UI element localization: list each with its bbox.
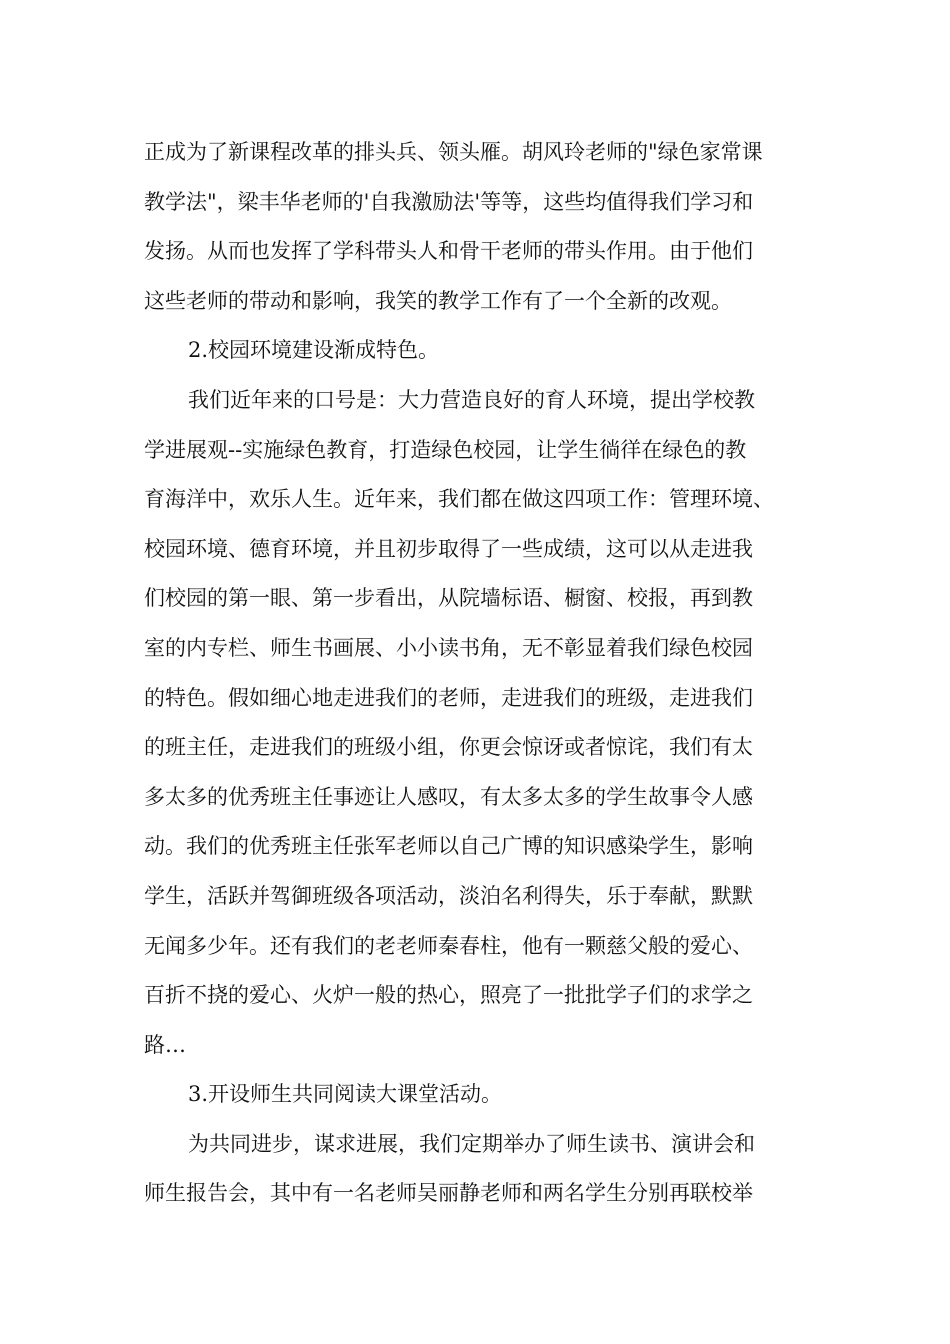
- text-line: 这些老师的带动和影响，我笑的教学工作有了一个全新的改观。: [144, 288, 732, 313]
- text-line: 们校园的第一眼、第一步看出，从院墙标语、橱窗、校报，再到教: [144, 586, 753, 611]
- text-line: 发扬。从而也发挥了学科带头人和骨干老师的带头作用。由于他们: [144, 239, 753, 264]
- text-line: 校园环境、德育环境，并且初步取得了一些成绩，这可以从走进我: [144, 536, 753, 561]
- text-line: 育海洋中，欢乐人生。近年来，我们都在做这四项工作：管理环境、: [144, 487, 774, 512]
- section-heading: 3.开设师生共同阅读大课堂活动。: [188, 1082, 503, 1107]
- text-line: 师生报告会，其中有一名老师吴丽静老师和两名学生分别再联校举: [144, 1181, 753, 1206]
- text-line: 路…: [144, 1032, 186, 1057]
- text-line: 动。我们的优秀班主任张军老师以自己广博的知识感染学生，影响: [144, 834, 753, 859]
- text-line: 百折不挠的爱心、火炉一般的热心，照亮了一批批学子们的求学之: [144, 983, 753, 1008]
- text-line: 无闻多少年。还有我们的老老师秦春柱，他有一颗慈父般的爱心、: [144, 933, 753, 958]
- text-line: 正成为了新课程改革的排头兵、领头雁。胡风玲老师的"绿色家常课: [144, 140, 763, 164]
- text-line: 学进展观--实施绿色教育，打造绿色校园，让学生徜徉在绿色的教: [144, 437, 747, 462]
- text-line: 教学法"，梁丰华老师的'自我激励法'等等，这些均值得我们学习和: [144, 189, 754, 214]
- text-line: 我们近年来的口号是：大力营造良好的育人环境，提出学校教: [188, 387, 755, 412]
- body-text: [144, 128, 819, 1219]
- text-line: 的班主任，走进我们的班级小组，你更会惊讶或者惊诧，我们有太: [144, 735, 753, 760]
- text-line: 为共同进步，谋求进展，我们定期举办了师生读书、演讲会和: [188, 1131, 755, 1156]
- section-heading: 2.校园环境建设渐成特色。: [188, 338, 440, 363]
- text-line: 室的内专栏、师生书画展、小小读书角，无不彰显着我们绿色校园: [144, 635, 753, 660]
- text-line: 学生，活跃并驾御班级各项活动，淡泊名利得失，乐于奉献，默默: [144, 883, 753, 908]
- text-line: 的特色。假如细心地走进我们的老师，走进我们的班级，走进我们: [144, 685, 753, 710]
- text-line: 多太多的优秀班主任事迹让人感叹，有太多太多的学生故事令人感: [144, 784, 753, 809]
